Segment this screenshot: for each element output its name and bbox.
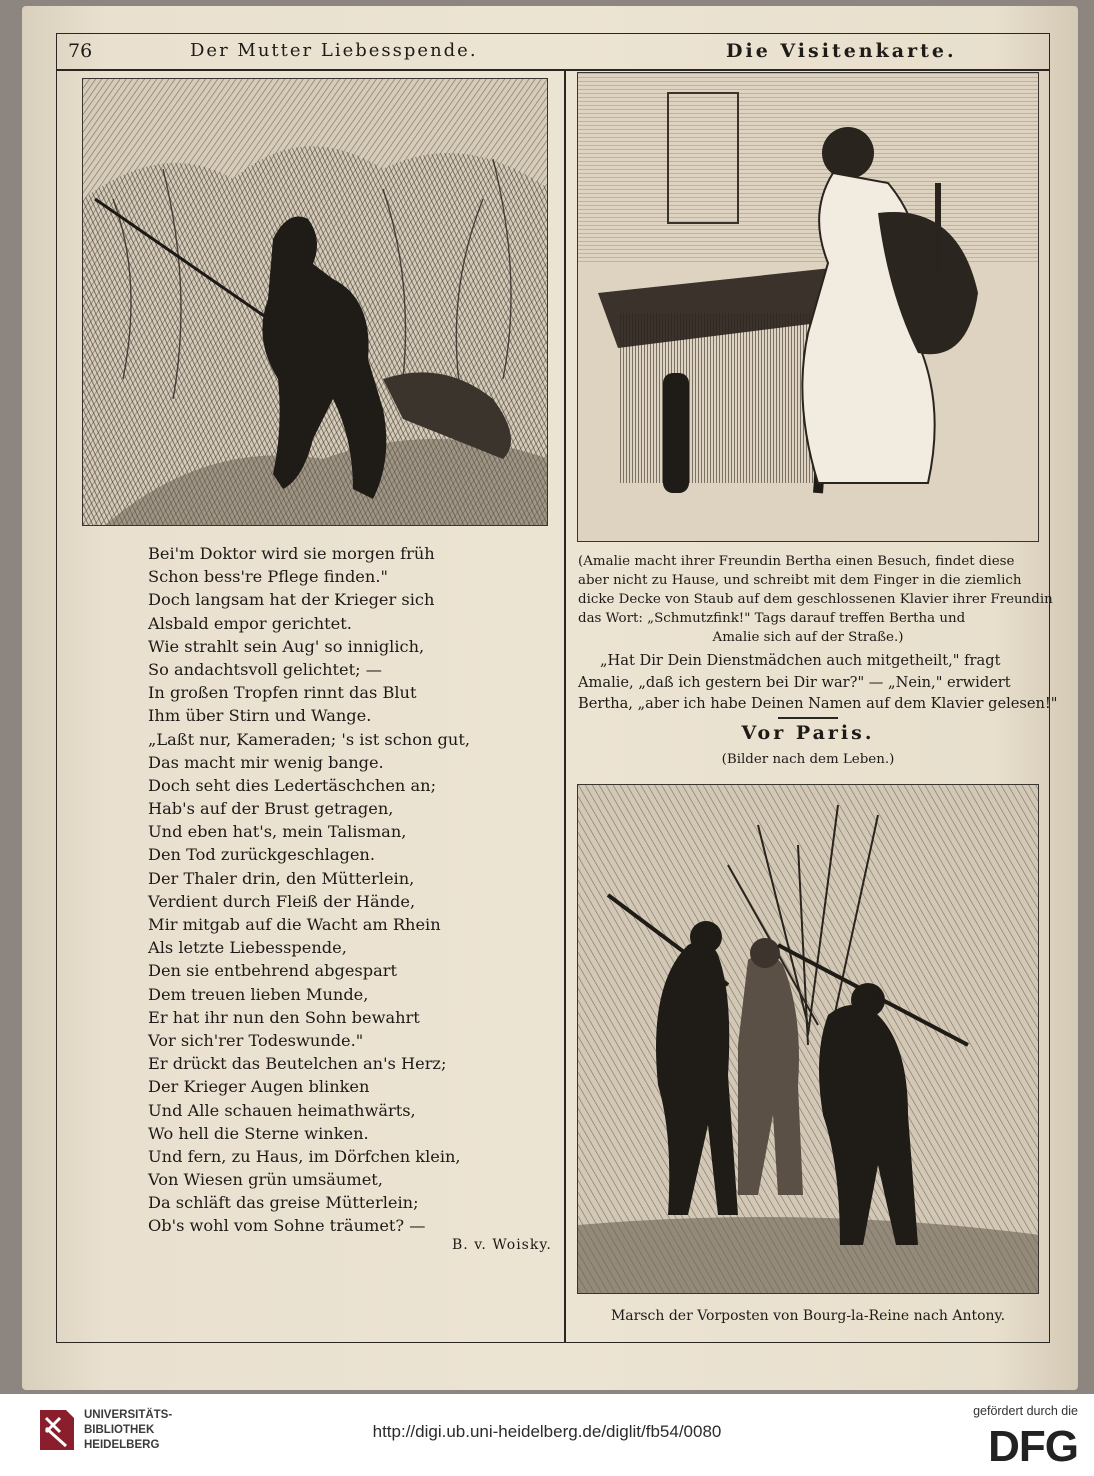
visitenkarte-dialogue [578, 650, 1058, 715]
soldier-engraving [82, 78, 548, 526]
caption-line: das Wort: „Schmutzfink!" Tags darauf treffen Bertha und [578, 611, 966, 626]
caption-line: aber nicht zu Hause, und schreibt mit dem Finger in die ziemlich [578, 573, 1022, 588]
poem-author: B. v. Woisky. [452, 1237, 552, 1253]
poem-line: Alsbald empor gerichtet. [148, 613, 352, 633]
poem-line: In großen Tropfen rinnt das Blut [148, 683, 417, 703]
funded-by-label: gefördert durch die [973, 1404, 1078, 1418]
left-header-title: Der Mutter Liebesspende. [190, 40, 478, 61]
outposts-caption: Marsch der Vorposten von Bourg-la-Reine nach Antony. [610, 1308, 1006, 1324]
poem-line: Der Thaler drin, den Mütterlein, [148, 868, 415, 888]
footer-bar [0, 1394, 1094, 1476]
dialogue-line: Amalie, „daß ich gestern bei Dir war?" — „Nein," erwidert [578, 673, 1011, 691]
poem-line: „Laßt nur, Kameraden; 's ist schon gut, [148, 729, 470, 749]
poem-line: Ob's wohl vom Sohne träumet? — [148, 1216, 426, 1236]
poem-line: Und eben hat's, mein Talisman, [148, 822, 407, 842]
page-number: 76 [68, 40, 93, 62]
poem-line: Verdient durch Fleiß der Hände, [148, 891, 416, 911]
section-divider-rule [778, 717, 838, 719]
poem-line: Von Wiesen grün umsäumet, [148, 1170, 383, 1190]
caption-line: dicke Decke von Staub auf dem geschlossenen Klavier ihrer Freundin [578, 592, 1053, 607]
poem-line: Vor sich'rer Todeswunde." [148, 1030, 364, 1050]
header-rule [56, 69, 1050, 71]
poem-line: Der Krieger Augen blinken [148, 1077, 370, 1097]
poem [148, 542, 548, 1238]
poem-line: Da schläft das greise Mütterlein; [148, 1193, 419, 1213]
poem-line: So andachtsvoll gelichtet; — [148, 659, 382, 679]
visitenkarte-caption [578, 552, 1053, 647]
section-subtitle: (Bilder nach dem Leben.) [721, 752, 895, 767]
dialogue-line: „Hat Dir Dein Dienstmädchen auch mitgetheilt," fragt [600, 652, 1001, 669]
poem-line: Doch seht dies Ledertäschchen an; [148, 775, 437, 795]
vor-paris-heading [578, 722, 1038, 782]
poem-line: Das macht mir wenig bange. [148, 752, 384, 772]
poem-line: Hab's auf der Brust getragen, [148, 799, 394, 819]
caption-line: Amalie sich auf der Straße.) [712, 630, 904, 645]
source-url-link[interactable]: http://digi.ub.uni-heidelberg.de/diglit/fb54/0080 [372, 1422, 722, 1441]
poem-line: Er drückt das Beutelchen an's Herz; [148, 1054, 447, 1074]
column-rule [564, 69, 566, 1343]
poem-line: Und Alle schauen heimathwärts, [148, 1100, 416, 1120]
poem-line: Doch langsam hat der Krieger sich [148, 590, 435, 610]
poem-line: Dem treuen lieben Munde, [148, 984, 369, 1004]
poem-line: Den Tod zurückgeschlagen. [148, 845, 375, 865]
poem-line: Er hat ihr nun den Sohn bewahrt [148, 1007, 420, 1027]
poem-line: Und fern, zu Haus, im Dörfchen klein, [148, 1146, 461, 1166]
poem-line: Bei'm Doktor wird sie morgen früh [148, 544, 435, 563]
poem-line: Wo hell die Sterne winken. [148, 1123, 369, 1143]
right-header-title: Die Visitenkarte. [726, 40, 957, 62]
poem-line: Wie strahlt sein Aug' so inniglich, [148, 636, 425, 656]
poem-line: Ihm über Stirn und Wange. [148, 706, 372, 726]
dialogue-line: Bertha, „aber ich habe Deinen Namen auf dem Klavier gelesen!" [578, 695, 1058, 712]
poem-line: Den sie entbehrend abgespart [148, 961, 397, 981]
library-line: HEIDELBERG [84, 1439, 160, 1451]
outposts-engraving [577, 784, 1039, 1294]
poem-line: Mir mitgab auf die Wacht am Rhein [148, 915, 441, 934]
dfg-logo: DFG [988, 1422, 1078, 1471]
poem-line: Als letzte Liebesspende, [148, 938, 347, 958]
section-title: Vor Paris. [741, 722, 875, 744]
library-line: UNIVERSITÄTS- [84, 1409, 173, 1421]
caption-line: (Amalie macht ihrer Freundin Bertha einen Besuch, findet diese [578, 554, 1015, 569]
poem-line: Schon bess're Pflege finden." [148, 567, 388, 587]
piano-engraving [577, 72, 1039, 542]
library-line: BIBLIOTHEK [84, 1424, 155, 1436]
